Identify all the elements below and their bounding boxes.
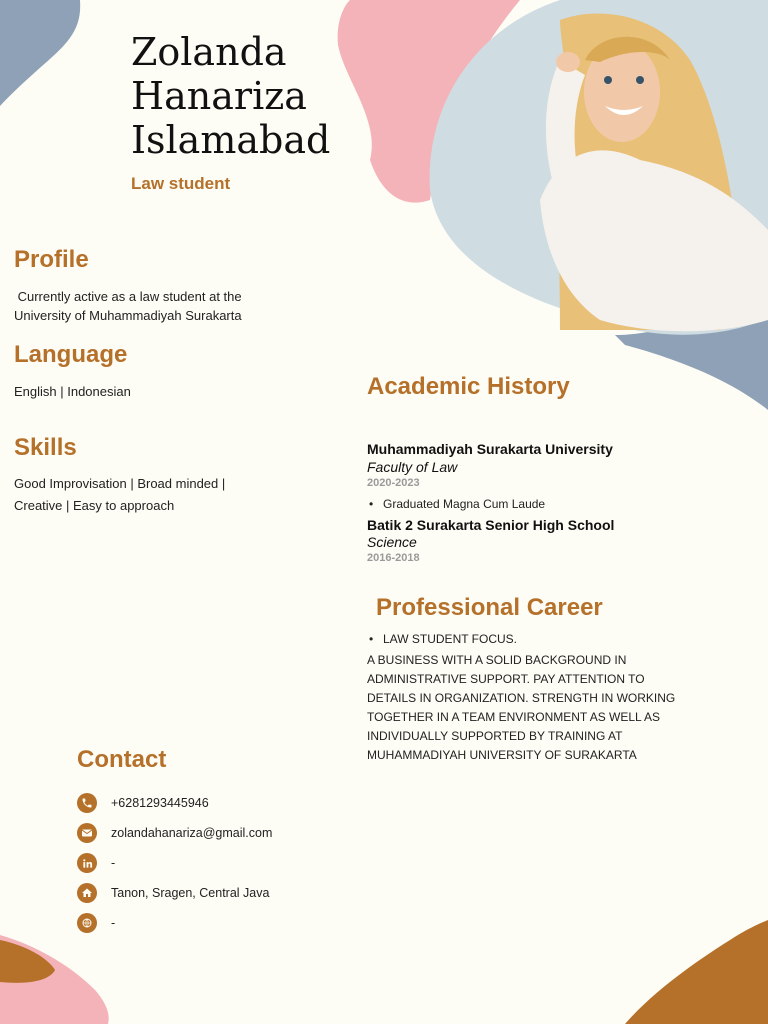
career-line-3: DETAILS IN ORGANIZATION. STRENGTH IN WORKING <box>367 691 676 705</box>
name-line-2: Hanariza <box>131 74 307 118</box>
skills-line-1: Good Improvisation | Broad minded | <box>14 476 226 491</box>
contact-linkedin <box>77 853 115 873</box>
career-description <box>367 651 697 765</box>
name-line-3: Islamabad <box>131 118 331 162</box>
edu-2-years: 2016-2018 <box>367 552 420 564</box>
edu-2-faculty: Science <box>367 534 417 550</box>
career-line-6: MUHAMMADIYAH UNIVERSITY OF SURAKARTA <box>367 748 637 762</box>
contact-heading: Contact <box>77 746 167 773</box>
home-icon <box>77 883 97 903</box>
edu-2-school: Batik 2 Surakarta Senior High School <box>367 517 615 533</box>
profile-heading: Profile <box>14 246 89 273</box>
linkedin-icon <box>77 853 97 873</box>
edu-1-school: Muhammadiyah Surakarta University <box>367 441 613 457</box>
contact-email <box>77 823 272 843</box>
academic-heading: Academic History <box>367 373 570 400</box>
phone-number: +6281293445946 <box>111 796 209 810</box>
full-name <box>131 30 330 162</box>
edu-1-years: 2020-2023 <box>367 477 420 489</box>
profile-line-2: University of Muhammadiyah Surakarta <box>14 308 242 323</box>
edu-1-faculty: Faculty of Law <box>367 459 458 475</box>
phone-icon <box>77 793 97 813</box>
language-text: English | Indonesian <box>14 384 131 399</box>
contact-website <box>77 913 115 933</box>
language-heading: Language <box>14 341 128 368</box>
career-line-4: TOGETHER IN A TEAM ENVIRONMENT AS WELL AS <box>367 710 660 724</box>
linkedin-value: - <box>111 856 116 870</box>
mail-icon <box>77 823 97 843</box>
career-heading: Professional Career <box>376 594 603 621</box>
website-value: - <box>111 916 116 930</box>
job-title: Law student <box>131 174 231 193</box>
email-address: zolandahanariza@gmail.com <box>111 826 273 840</box>
skills-heading: Skills <box>14 434 77 461</box>
orange-blob-bottom-right <box>625 920 768 1024</box>
contact-address <box>77 883 269 903</box>
address: Tanon, Sragen, Central Java <box>111 886 270 900</box>
contact-phone <box>77 793 209 813</box>
career-line-2: ADMINISTRATIVE SUPPORT. PAY ATTENTION TO <box>367 672 645 686</box>
profile-line-1: Currently active as a law student at the <box>14 289 242 304</box>
career-line-5: INDIVIDUALLY SUPPORTED BY TRAINING AT <box>367 729 623 743</box>
skills-line-2: Creative | Easy to approach <box>14 498 175 513</box>
edu-1-note: • Graduated Magna Cum Laude <box>383 497 545 511</box>
career-line-1: A BUSINESS WITH A SOLID BACKGROUND IN <box>367 653 627 667</box>
website-icon <box>77 913 97 933</box>
career-bullet: • LAW STUDENT FOCUS. <box>383 632 517 646</box>
slate-blob-top-left <box>0 0 80 106</box>
name-line-1: Zolanda <box>131 30 287 74</box>
